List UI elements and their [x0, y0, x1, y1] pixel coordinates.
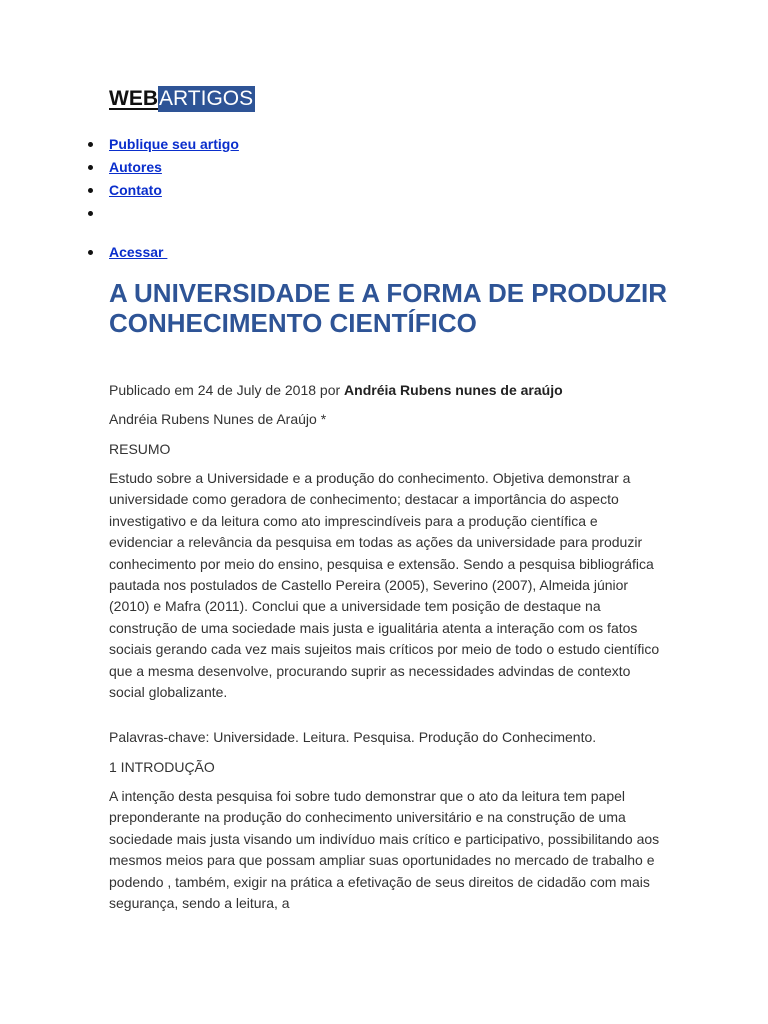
article-title: A UNIVERSIDADE E A FORMA DE PRODUZIR CONHECIMENTO CIENTÍFICO — [109, 278, 668, 338]
logo-web-text: WEB — [109, 87, 158, 110]
bullet-icon — [88, 142, 93, 147]
author-name: Andréia Rubens nunes de araújo — [344, 382, 563, 398]
nav-item-autores — [86, 157, 386, 177]
intro-heading: 1 INTRODUÇÃO — [109, 759, 215, 775]
bullet-icon — [88, 250, 93, 255]
nav-link-acessar[interactable]: Acessar — [109, 244, 168, 260]
intro-paragraph: A intenção desta pesquisa foi sobre tudo demonstrar que o ato da leitura tem papel preponderante na produção do conhecimento universitário e na construção de uma sociedade mais justa visando um indivíduo mais crítico e participativo, possibilitando aos mesmos meios para que possam ampliar suas oportunidades no mercado de trabalho e podendo , também, exigir na prática a efetivação de seus direitos de cidadão com mais segurança, sendo a leitura, a — [109, 788, 660, 912]
keywords: Palavras-chave: Universidade. Leitura. Pesquisa. Produção do Conhecimento. — [109, 729, 597, 745]
nav-link-autores[interactable]: Autores — [109, 159, 162, 175]
published-text: Publicado em 24 de July de 2018 por — [109, 382, 345, 398]
publish-meta — [109, 381, 563, 399]
resumo-heading: RESUMO — [109, 441, 171, 457]
bullet-icon — [88, 188, 93, 193]
bullet-icon — [88, 165, 93, 170]
byline: Andréia Rubens Nunes de Araújo * — [109, 411, 327, 427]
abstract-paragraph: Estudo sobre a Universidade e a produção do conhecimento. Objetiva demonstrar a universidade como geradora de conhecimento; destacar a importância do aspecto investigativo e da leitura como ato imprescindíveis para a produção científica e evidenciar a relevância da pesquisa em todas as ações da universidade para produzir conhecimento por meio do ensino, pesquisa e extensão. Sendo a pesquisa bibliográfica pautada nos postulados de Castello Pereira (2005), Severino (2007), Almeida júnior (2010) e Mafra (2011). Conclui que a universidade tem posição de destaque na construção de uma sociedade mais justa e igualitária atenta a interação com os fatos sociais gerando cada vez mais sujeitos mais críticos por meio de todo o estudo científico que a mesma desenvolve, procurando suprir as necessidades advindas de contexto social globalizante. — [109, 470, 660, 701]
nav-link-contato[interactable]: Contato — [109, 182, 162, 198]
nav-item-contato — [86, 180, 386, 200]
nav-link-publique[interactable]: Publique seu artigo — [109, 136, 239, 152]
logo-artigos-text: ARTIGOS — [159, 87, 254, 110]
nav-item-acessar — [86, 242, 386, 262]
site-logo[interactable] — [109, 86, 255, 112]
nav-item-empty — [86, 203, 386, 223]
bullet-icon — [88, 211, 93, 216]
nav-item-publique — [86, 134, 386, 154]
